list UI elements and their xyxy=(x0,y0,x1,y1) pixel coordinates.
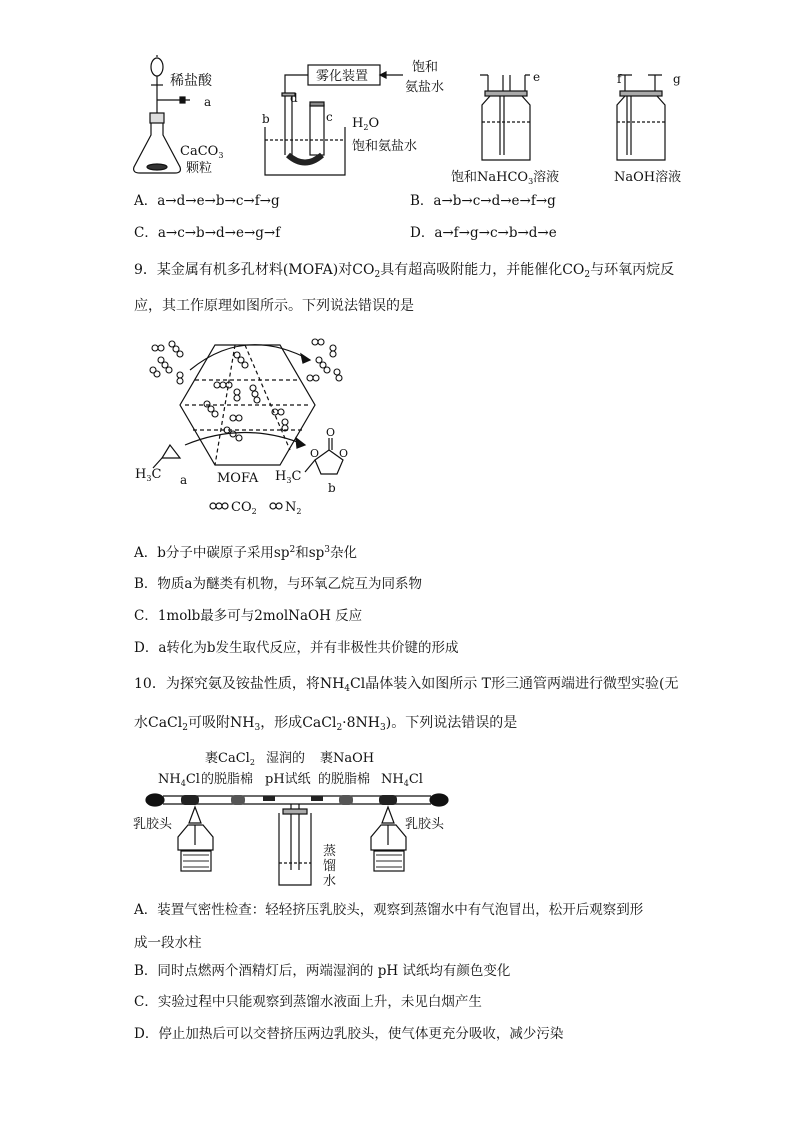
q10-stem-line-1: 10．为探究氨及铵盐性质，将$NH_4Cl$晶体装入如图所示 T形三通管两端进行微型实验(无 xyxy=(134,676,679,694)
label-distilled-2: 馏 xyxy=(323,859,337,874)
label-bulb-right: 乳胶头 xyxy=(405,817,445,832)
label-port-f: f xyxy=(617,72,622,86)
label-port-g: g xyxy=(673,72,681,86)
label-b: b xyxy=(328,481,336,495)
q9-option-c: C．1molb最多可与2molNaOH 反应 xyxy=(134,608,363,624)
label-sat-brine-full: 饱和氨盐水 xyxy=(352,139,418,154)
label-h3c-b: $H_3C$ xyxy=(275,469,302,485)
label-h3c-a: $H_3C$ xyxy=(135,467,162,483)
q10-option-b: B．同时点燃两个酒精灯后，两端湿润的 pH 试纸均有颜色变化 xyxy=(134,963,511,979)
label-port-c: c xyxy=(326,110,333,124)
label-sat-brine-1: 饱和 xyxy=(412,60,439,75)
label-port-d: d xyxy=(290,91,298,105)
naoh-bottle xyxy=(617,75,665,160)
q8-option-c: C．a→c→b→d→e→g→f xyxy=(134,225,281,241)
label-nh4cl-left: $NH_4Cl$ xyxy=(158,772,200,788)
label-granules: 颗粒 xyxy=(186,161,213,176)
label-caco3: CaCO$_3$ xyxy=(180,144,224,160)
label-o1: O xyxy=(310,447,320,460)
label-a: a xyxy=(180,473,188,487)
q8-option-a: A．a→d→e→b→c→f→g xyxy=(134,193,280,209)
label-h2o: $H_2O$ xyxy=(352,116,380,132)
q8-option-d: D．a→f→g→c→b→d→e xyxy=(410,225,557,241)
nahco3-bottle xyxy=(480,75,530,160)
label-ph-paper: pH试纸 xyxy=(265,772,311,787)
q9-stem-line-1: 9．某金属有机多孔材料(MOFA)对$CO_2$具有超高吸附能力，并能催化$CO_2$与环氧丙烷反 xyxy=(134,262,675,280)
label-distilled-1: 蒸 xyxy=(323,844,337,859)
legend-co2-label: $CO_2$ xyxy=(231,500,257,516)
label-o3: O xyxy=(339,447,349,460)
gas-molecules xyxy=(150,339,342,441)
label-distilled-3: 水 xyxy=(323,874,337,889)
label-port-a: a xyxy=(204,95,212,109)
label-cotton-right: 的脱脂棉 xyxy=(318,772,371,787)
q10-stem-line-2: 水CaCl$_2$可吸附$NH_3$，形成$CaCl_2\cdot 8NH_3$)。下列说法错误的是 xyxy=(134,715,518,733)
q10-option-a-line-1: A．装置气密性检查：轻轻挤压乳胶头，观察到蒸馏水中有气泡冒出，松开后观察到形 xyxy=(134,902,644,918)
legend-co2-symbol xyxy=(210,503,228,509)
label-atomizer: 雾化装置 xyxy=(316,69,369,84)
q9-mofa-figure xyxy=(135,330,365,520)
label-port-b: b xyxy=(262,112,270,126)
q8-apparatus-figure xyxy=(120,55,700,190)
q9-stem-line-2: 应，其工作原理如图所示。下列说法错误的是 xyxy=(134,298,414,314)
legend-n2-label: $N_2$ xyxy=(285,500,302,516)
distilled-water-beaker xyxy=(279,809,311,885)
q10-option-d: D．停止加热后可以交替挤压两边乳胶头，使气体更充分吸收，减少污染 xyxy=(134,1026,564,1042)
label-sat-brine-2: 氨盐水 xyxy=(405,80,445,95)
t-tube xyxy=(146,794,448,870)
label-wrap-cacl2: 裹CaCl$_2$ xyxy=(205,751,255,767)
label-nh4cl-right: $NH_4Cl$ xyxy=(381,772,423,788)
label-port-e: e xyxy=(533,70,541,84)
label-wrap-naoh: 裹NaOH xyxy=(320,751,375,766)
molecule-a xyxy=(153,445,180,468)
q8-option-b: B．a→b→c→d→e→f→g xyxy=(410,193,556,209)
q9-option-b: B．物质a为醚类有机物，与环氧乙烷互为同系物 xyxy=(134,576,422,592)
label-bulb-left: 乳胶头 xyxy=(133,817,173,832)
label-dilute-hcl: 稀盐酸 xyxy=(170,73,212,89)
label-naoh: NaOH溶液 xyxy=(614,170,682,185)
alcohol-lamp-right xyxy=(371,807,406,871)
label-wet: 湿润的 xyxy=(266,751,306,766)
alcohol-lamp-left xyxy=(178,807,213,871)
label-o2: O xyxy=(326,426,336,439)
q10-t-tube-figure xyxy=(133,745,463,890)
q9-option-a: A．b分子中碳原子采用$sp^2$和$sp^3$杂化 xyxy=(134,545,358,561)
label-nahco3: 饱和NaHCO$_3$溶液 xyxy=(451,170,560,186)
legend-n2-symbol xyxy=(270,503,282,509)
q10-option-a-line-2: 成一段水柱 xyxy=(134,935,202,951)
q9-option-d: D．a转化为b发生取代反应，并有非极性共价键的形成 xyxy=(134,640,459,656)
label-mofa: MOFA xyxy=(217,471,259,486)
q10-option-c: C．实验过程中只能观察到蒸馏水液面上升，未见白烟产生 xyxy=(134,994,482,1010)
label-cotton-left: 的脱脂棉 xyxy=(201,772,254,787)
